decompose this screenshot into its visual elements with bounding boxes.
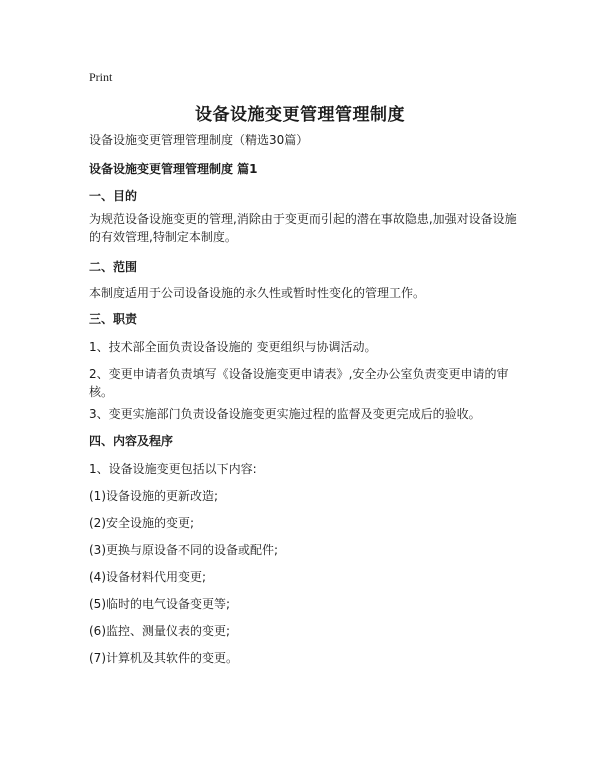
content-item: (4)设备材料代用变更; [89,570,207,584]
paragraph-scope: 本制度适用于公司设备设施的永久性或暂时性变化的管理工作。 [89,286,426,300]
section-heading-purpose: 一、目的 [89,189,138,203]
paragraph-purpose: 为规范设备设施变更的管理,消除由于变更而引起的潜在事故隐患,加强对设备设施的有效管理,特制定本制度。 [89,212,517,244]
document-subtitle: 设备设施变更管理管理制度（精选30篇） [89,133,309,147]
responsibility-item: 1、技术部全面负责设备设施的 变更组织与协调活动。 [89,340,377,354]
content-item: (7)计算机及其软件的变更。 [89,651,238,665]
print-label: Print [89,70,113,84]
content-item: (3)更换与原设备不同的设备或配件; [89,543,279,557]
document-title: 设备设施变更管理管理制度 [195,105,405,125]
content-item: (6)监控、测量仪表的变更; [89,624,231,638]
content-item: (1)设备设施的更新改造; [89,489,219,503]
content-item: 1、设备设施变更包括以下内容: [89,462,257,476]
content-item: (2)安全设施的变更; [89,516,195,530]
section-heading-content: 四、内容及程序 [89,434,174,448]
content-item: (5)临时的电气设备变更等; [89,597,231,611]
section-heading-responsibilities: 三、职责 [89,312,138,326]
section-heading-scope: 二、范围 [89,260,138,274]
responsibility-item: 2、变更申请者负责填写《设备设施变更申请表》,安全办公室负责变更申请的审核。 [89,367,509,399]
responsibility-item: 3、变更实施部门负责设备设施变更实施过程的监督及变更完成后的验收。 [89,407,481,421]
part-heading: 设备设施变更管理管理制度 篇1 [89,162,258,176]
